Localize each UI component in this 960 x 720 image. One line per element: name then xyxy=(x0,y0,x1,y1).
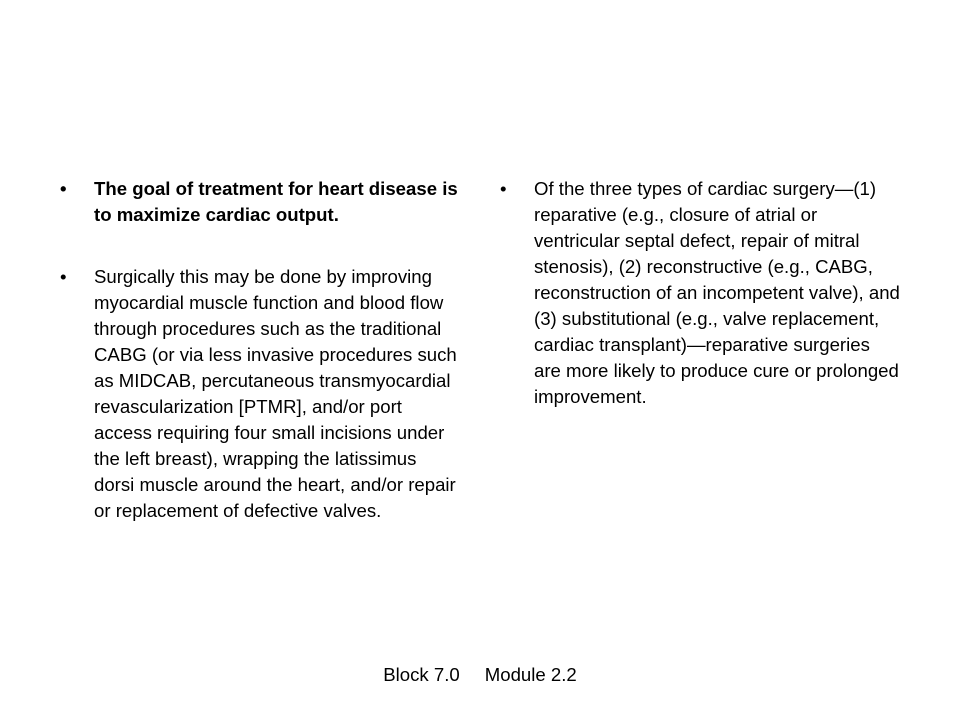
bullet-text: Surgically this may be done by improving myocardial muscle function and blood flow through procedures such as the traditional CABG (or via less invasive procedures such as MIDCAB, percutaneous transmyocardial revascularization [PTMR], and/or port access requiring four small incisions under the left breast), wrapping the latissimus dorsi muscle around the heart, and/or repair or replacement of defective valves. xyxy=(94,266,457,521)
bullet-surgery-types xyxy=(500,176,900,410)
slide-footer xyxy=(0,662,960,688)
footer-module: Module 2.2 xyxy=(484,664,577,685)
left-column xyxy=(60,176,460,524)
bullet-icon: • xyxy=(60,178,67,199)
bullet-treatment-goal xyxy=(60,176,460,228)
bullet-icon: • xyxy=(500,178,507,199)
right-column xyxy=(500,176,900,410)
footer-block: Block 7.0 xyxy=(383,664,460,685)
bullet-icon: • xyxy=(60,266,67,287)
bullet-text: The goal of treatment for heart disease is to maximize cardiac output. xyxy=(94,178,458,225)
bullet-text: Of the three types of cardiac surgery—(1) reparative (e.g., closure of atrial or ventricular septal defect, repair of mitral stenosis), (2) reconstructive (e.g., CABG, reconstruction of an incompetent valve), and (3) substitutional (e.g., valve replacement, cardiac transplant)—reparative surgeries are more likely to produce cure or prolonged improvement. xyxy=(534,178,900,407)
bullet-surgical-options xyxy=(60,264,460,524)
